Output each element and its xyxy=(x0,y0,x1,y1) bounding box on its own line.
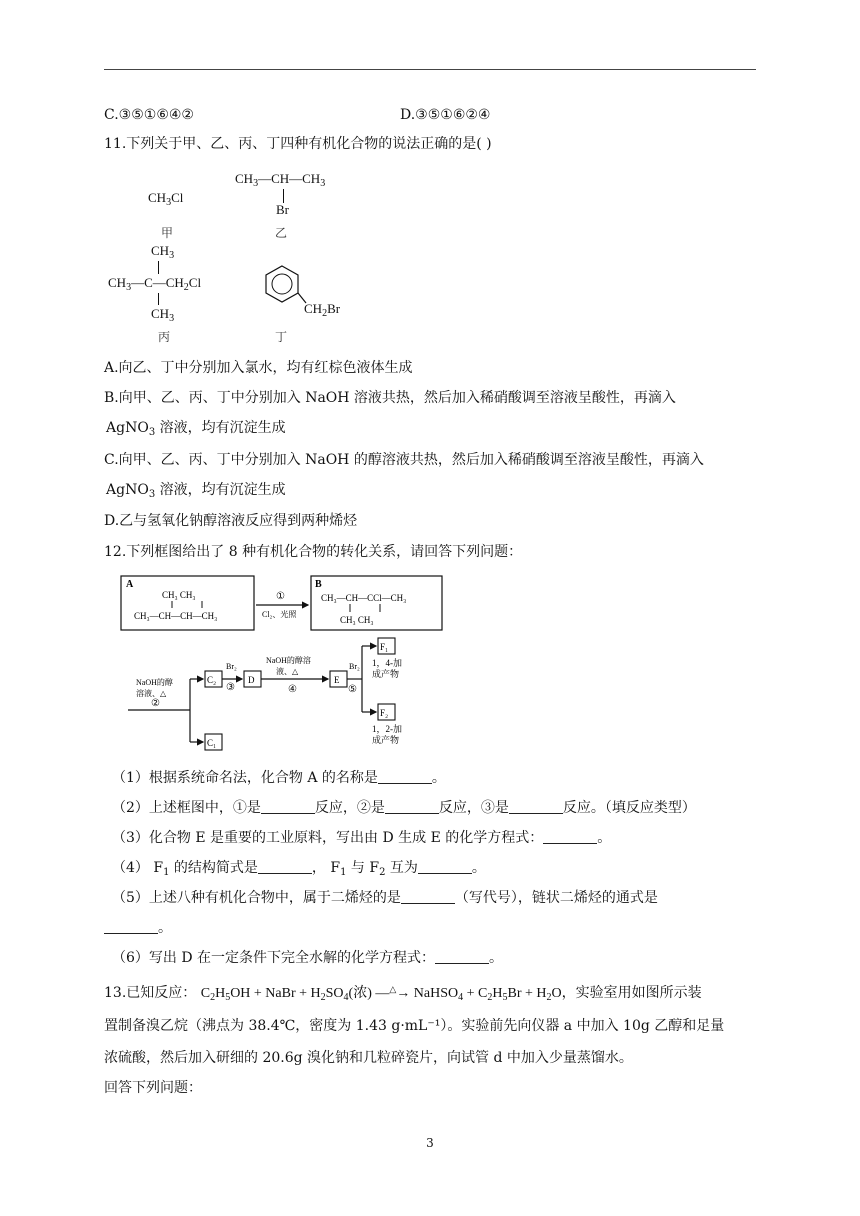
f2-desc-b: 成产物 xyxy=(372,735,400,745)
punct: 。 xyxy=(471,860,486,876)
q11-option-b-cont: AgNO$_3$ 溶液，均有沉淀生成 xyxy=(106,420,286,438)
q11-option-c-text: 溶液，均有沉淀生成 xyxy=(159,482,286,498)
naoh-1b: 溶液、△ xyxy=(136,689,167,698)
c2-label: C₂ xyxy=(207,675,217,685)
compound-b-bottom: CH₃ CH₃ xyxy=(340,615,374,625)
q13-line1-end: ，实验室用如图所示装 xyxy=(561,985,702,1001)
q12-sub3-text: （3）化合物 E 是重要的工业原料，写出由 D 生成 E 的化学方程式： xyxy=(112,830,544,846)
f1-desc-a: 1，4-加 xyxy=(372,658,402,668)
label-yi: 乙 xyxy=(275,226,288,240)
answer-blank[interactable] xyxy=(509,799,563,814)
reaction-equation: $C_2H_5OH$ + NaBr + $H_2SO_4$(浓) —△→ NaHSO$_4$ + $C_2H_5Br + H_2O$ xyxy=(200,984,562,1003)
page-number: 3 xyxy=(426,1136,434,1150)
structure-jia: $CH_3Cl$ xyxy=(148,190,184,208)
q12-sub2-b: 反应，②是 xyxy=(314,800,385,816)
answer-blank[interactable] xyxy=(401,889,455,904)
bond-line xyxy=(158,261,159,274)
e-label: E xyxy=(334,675,340,685)
f1-label: F₁ xyxy=(380,642,389,652)
bond-line xyxy=(283,189,284,203)
c1-label: C₁ xyxy=(207,738,217,748)
br2-a: Br₂ xyxy=(226,662,237,671)
box-b-label: B xyxy=(315,579,322,590)
punct: 。 xyxy=(597,830,612,846)
punct: 。 xyxy=(431,770,446,786)
q12-sub3 xyxy=(112,828,611,848)
br2-b: Br₂ xyxy=(349,662,360,671)
q13-stem: 13.已知反应： xyxy=(104,985,197,1001)
q11-option-b: B.向甲、乙、丙、丁中分别加入 NaOH 溶液共热，然后加入稀硝酸调至溶液呈酸性，再滴入 xyxy=(104,390,676,406)
label-bing: 丙 xyxy=(158,330,171,344)
step-1-condition: Cl₂、光照 xyxy=(262,610,297,619)
q12-stem: 12.下列框图给出了 8 种有机化合物的转化关系，请回答下列问题： xyxy=(104,544,523,560)
q12-sub4: （4） $F_1$ 的结构简式是 ， $F_1$ 与 $F_2$ 互为 。 xyxy=(112,860,486,878)
header-rule xyxy=(104,69,756,70)
compound-a-top: CH₃ CH₃ xyxy=(162,590,196,600)
step-2: ② xyxy=(151,698,160,709)
answer-blank[interactable] xyxy=(104,919,158,934)
q13-line4: 回答下列问题： xyxy=(104,1080,202,1096)
d-label: D xyxy=(248,675,255,685)
structure-yi: $CH_3—CH—CH_3$ xyxy=(235,171,326,189)
step-4: ④ xyxy=(288,684,297,695)
q11-option-b-text: 溶液，均有沉淀生成 xyxy=(159,420,286,436)
structure-bing-top: $CH_3$ xyxy=(151,243,175,261)
q13-line3: 浓硫酸，然后加入研细的 20.6g 溴化钠和几粒碎瓷片，向试管 d 中加入少量蒸馏水。 xyxy=(104,1050,633,1066)
q10-option-c: C.③⑤①⑥④② xyxy=(104,107,194,123)
f1-desc-b: 成产物 xyxy=(372,669,400,679)
naoh-1a: NaOH的醇 xyxy=(136,678,173,687)
structure-bing-bottom: $CH_3$ xyxy=(151,306,175,324)
q11-option-c: C.向甲、乙、丙、丁中分别加入 NaOH 的醇溶液共热，然后加入稀硝酸调至溶液呈酸性，再滴入 xyxy=(104,452,704,468)
answer-blank[interactable] xyxy=(543,829,597,844)
box-a xyxy=(121,576,254,630)
q11-stem: 11.下列关于甲、乙、丙、丁四种有机化合物的说法正确的是( ) xyxy=(104,136,492,152)
q12-sub6 xyxy=(112,948,503,968)
q13-line2: 置制备溴乙烷（沸点为 38.4℃，密度为 1.43 g·mL⁻¹）。实验前先向仪器 a 中加入 10g 乙醇和足量 xyxy=(104,1018,725,1034)
q12-sub2-c: 反应，③是 xyxy=(438,800,509,816)
q11-option-c-cont: AgNO$_3$ 溶液，均有沉淀生成 xyxy=(106,482,286,500)
structure-ding: $CH_2Br$ xyxy=(304,301,341,319)
step-5: ⑤ xyxy=(348,684,357,695)
box-a-label: A xyxy=(126,579,134,590)
step-3: ③ xyxy=(226,682,235,693)
answer-blank[interactable] xyxy=(385,799,439,814)
q12-sub5 xyxy=(112,888,658,908)
label-jia: 甲 xyxy=(161,226,174,240)
structure-yi-br: Br xyxy=(276,202,289,217)
answer-blank[interactable] xyxy=(435,949,489,964)
answer-blank[interactable] xyxy=(261,799,315,814)
q11-option-d: D.乙与氢氧化钠醇溶液反应得到两种烯烃 xyxy=(104,513,358,529)
box-b xyxy=(311,576,442,630)
q12-sub5-cont xyxy=(104,918,172,938)
q12-sub4-b: 互为 xyxy=(389,860,418,876)
q12-sub4-a: 的结构简式是 xyxy=(173,860,258,876)
q12-sub2-a: （2）上述框图中，①是 xyxy=(112,800,261,816)
punct: 。 xyxy=(158,920,172,936)
answer-blank[interactable] xyxy=(418,859,472,874)
naoh-2b: 液、△ xyxy=(276,667,299,676)
naoh-2a: NaOH的醇溶 xyxy=(266,656,311,665)
punct: 。 xyxy=(489,950,504,966)
q12-sub5-text: （5）上述八种有机化合物中，属于二烯烃的是 xyxy=(112,890,401,906)
bond-line xyxy=(158,293,159,305)
q13-line1 xyxy=(104,979,702,1008)
q12-sub1-text: （1）根据系统命名法，化合物 A 的名称是 xyxy=(112,770,378,786)
q12-sub2 xyxy=(112,798,696,818)
f2-desc-a: 1，2-加 xyxy=(372,724,402,734)
compound-b: CH₃—CH—CCl—CH₃ xyxy=(321,593,407,603)
reaction-flow-diagram xyxy=(118,572,448,754)
step-1: ① xyxy=(276,591,285,602)
structure-bing: $CH_3—C—CH_2Cl$ xyxy=(108,275,202,293)
answer-blank[interactable] xyxy=(378,769,432,784)
q12-sub5-b: （写代号），链状二烯烃的通式是 xyxy=(454,890,658,906)
q12-sub2-d: 反应。（填反应类型） xyxy=(562,800,696,816)
q10-option-d: D.③⑤①⑥②④ xyxy=(400,107,491,123)
f2-label: F₂ xyxy=(380,708,389,718)
compound-a: CH₃—CH—CH—CH₃ xyxy=(134,611,218,621)
q12-sub1 xyxy=(112,768,446,788)
q11-option-a: A.向乙、丁中分别加入氯水，均有红棕色液体生成 xyxy=(104,360,413,376)
q12-sub6-text: （6）写出 D 在一定条件下完全水解的化学方程式： xyxy=(112,950,436,966)
answer-blank[interactable] xyxy=(258,859,312,874)
label-ding: 丁 xyxy=(275,330,288,344)
